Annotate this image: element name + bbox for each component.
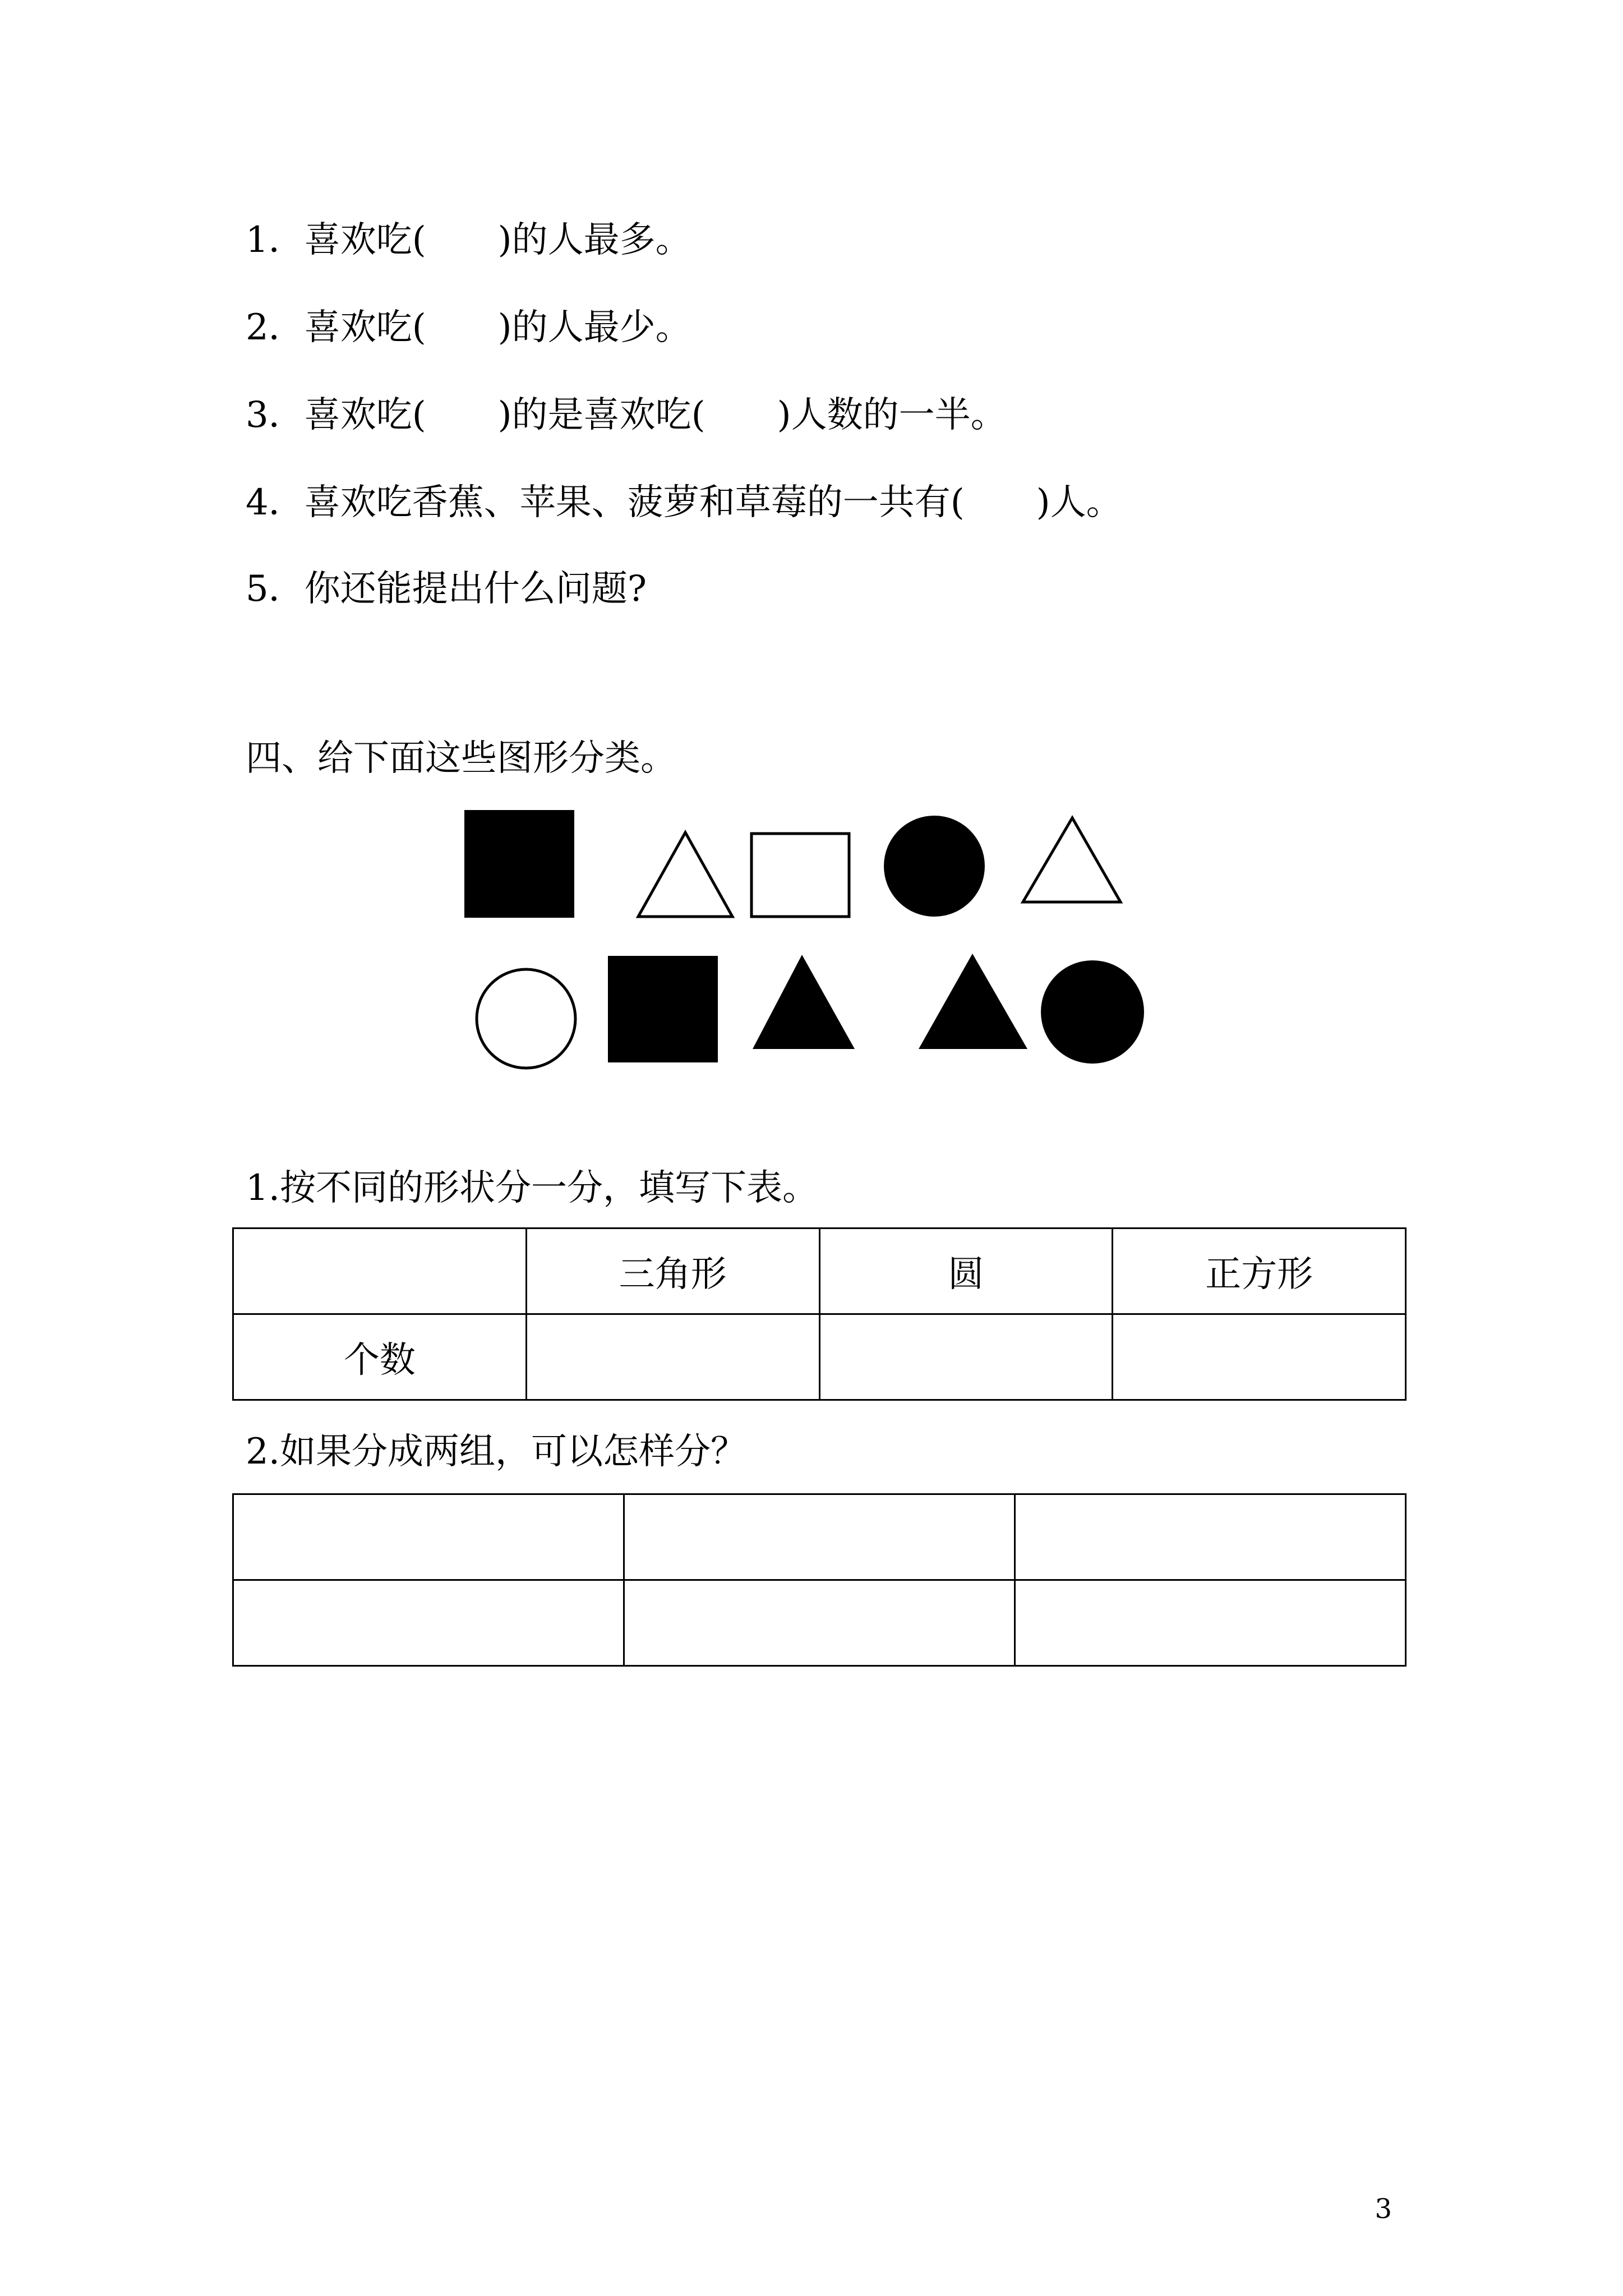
task1-prompt: 1.按不同的形状分一分，填写下表。 bbox=[246, 1167, 819, 1209]
filled-square-shape bbox=[464, 810, 574, 918]
header-cell-triangle: 三角形 bbox=[526, 1228, 819, 1314]
outline-circle-shape bbox=[477, 969, 575, 1068]
answer-cell[interactable] bbox=[233, 1494, 624, 1580]
filled-circle-shape bbox=[884, 816, 985, 917]
table-row bbox=[233, 1580, 1406, 1666]
question-1: 1．喜欢吃( )的人最多。 bbox=[246, 219, 691, 261]
page-number: 3 bbox=[1375, 2193, 1392, 2225]
header-cell-empty bbox=[233, 1228, 527, 1314]
answer-cell-square[interactable] bbox=[1113, 1314, 1406, 1400]
shape-count-table bbox=[232, 1227, 1407, 1401]
row-label-count: 个数 bbox=[233, 1314, 527, 1400]
answer-cell[interactable] bbox=[1015, 1494, 1406, 1580]
question-3: 3．喜欢吃( )的是喜欢吃( )人数的一半。 bbox=[246, 394, 1007, 436]
table-row bbox=[233, 1494, 1406, 1580]
header-cell-circle: 圆 bbox=[819, 1228, 1113, 1314]
question-2: 2．喜欢吃( )的人最少。 bbox=[246, 307, 691, 348]
filled-square-shape bbox=[608, 956, 718, 1062]
section-title: 四、给下面这些图形分类。 bbox=[246, 738, 676, 779]
question-5: 5．你还能提出什么问题? bbox=[246, 568, 647, 610]
grouping-table bbox=[232, 1493, 1407, 1667]
outline-triangle-shape bbox=[1023, 818, 1121, 902]
filled-circle-shape bbox=[1041, 960, 1144, 1064]
answer-cell[interactable] bbox=[233, 1580, 624, 1666]
answer-cell[interactable] bbox=[624, 1494, 1015, 1580]
task2-prompt: 2.如果分成两组，可以怎样分？ bbox=[246, 1431, 747, 1473]
table-row bbox=[233, 1228, 1406, 1314]
answer-cell-triangle[interactable] bbox=[526, 1314, 819, 1400]
answer-cell[interactable] bbox=[1015, 1580, 1406, 1666]
question-4: 4．喜欢吃香蕉、苹果、菠萝和草莓的一共有( )人。 bbox=[246, 482, 1122, 523]
header-cell-square: 正方形 bbox=[1113, 1228, 1406, 1314]
answer-cell[interactable] bbox=[624, 1580, 1015, 1666]
filled-triangle-shape bbox=[753, 955, 855, 1049]
outline-triangle-shape bbox=[638, 832, 732, 917]
filled-triangle-shape bbox=[919, 954, 1027, 1049]
outline-square-shape bbox=[751, 834, 849, 917]
answer-cell-circle[interactable] bbox=[819, 1314, 1113, 1400]
table-row bbox=[233, 1314, 1406, 1400]
